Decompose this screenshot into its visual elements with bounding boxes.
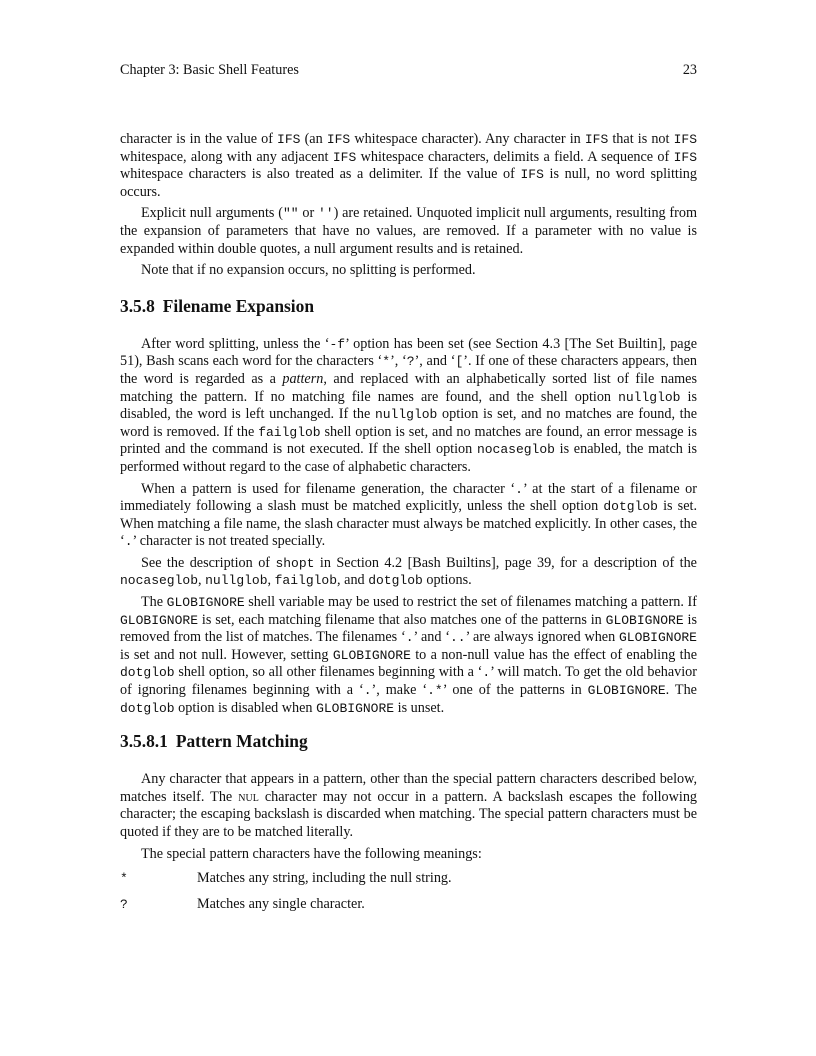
definition-term: ? [120, 896, 128, 912]
definition-description: Matches any single character. [197, 895, 365, 912]
definition-item [120, 896, 697, 914]
pattern-definition-list [120, 870, 697, 913]
definition-term: * [120, 871, 128, 887]
paragraph-pattern-intro: Any character that appears in a pattern, other than the special pattern characters described below, matches itself. The nul character may not occur in a pattern. A backslash escapes the following character; the escaping backslash is discarded when matching. The special pattern characters must be quoted if they are to be matched literally. [120, 771, 698, 840]
paragraph-special-chars-intro: The special pattern characters have the following meanings: [141, 845, 482, 862]
definition-item [120, 870, 697, 888]
paragraph-shopt-reference: See the description of shopt in Section 4.2 [Bash Builtins], page 39, for a description of the nocaseglob, nullglob, failglob, and dotglob options. [120, 554, 697, 589]
definition-description: Matches any string, including the null string. [197, 870, 452, 887]
paragraph-null-arguments: Explicit null arguments ("" or '') are retained. Unquoted implicit null arguments, resulting from the expansion of parameters that have no values, are removed. If a parameter with no value is expanded within double quotes, a null argument results and is retained. [120, 205, 698, 257]
paragraph-dot-matching: When a pattern is used for filename generation, the character ‘.’ at the start of a filename or immediately following a slash must be matched explicitly, unless the shell option dotglob is set. When matching a file name, the slash character must always be matched explicitly. In other cases, the ‘.’ character is not treated specially. [120, 480, 697, 550]
chapter-title: Chapter 3: Basic Shell Features [120, 62, 299, 78]
paragraph-word-splitting: After word splitting, unless the ‘-f’ option has been set (see Section 4.3 [The Set Builtin], page 51), Bash scans each word for the characters ‘*’, ‘?’, and ‘[’. If one of these characters appears, then the word is regarded as a pattern, and replaced with an alphabetically sorted list of file names matching the pattern. If no matching file names are found, and the shell option nullglob is disabled, the word is left unchanged. If the nullglob option is set, and no matches are found, the word is removed. If the failglob shell option is set, and no matches are found, an error message is printed and the command is not executed. If the shell option nocaseglob is enabled, the match is performed without regard to the case of alphabetic characters. [120, 335, 698, 475]
paragraph-ifs-delimiters: character is in the value of IFS (an IFS whitespace character). Any character in IFS that is not IFS whitespace, along with any adjacent IFS whitespace characters, delimits a field. A sequence of IFS whitespace characters is also treated as a delimiter. If the value of IFS is null, no word splitting occurs. [120, 131, 697, 200]
page-content [120, 131, 697, 921]
paragraph-globignore: The GLOBIGNORE shell variable may be used to restrict the set of filenames matching a pattern. If GLOBIGNORE is set, each matching filename that also matches one of the patterns in GLOBIGNORE is removed from the list of matches. The filenames ‘.’ and ‘..’ are always ignored when GLOBIGNORE is set and not null. However, setting GLOBIGNORE to a non-null value has the effect of enabling the dotglob shell option, so all other filenames beginning with a ‘.’ will match. To get the old behavior of ignoring filenames beginning with a ‘.’, make ‘.*’ one of the patterns in GLOBIGNORE. The dotglob option is disabled when GLOBIGNORE is unset. [120, 594, 697, 716]
section-heading-filename-expansion: 3.5.8 Filename Expansion [120, 295, 315, 316]
subsection-heading-pattern-matching: 3.5.8.1 Pattern Matching [120, 731, 308, 752]
running-header [120, 62, 697, 79]
paragraph-no-splitting: Note that if no expansion occurs, no splitting is performed. [141, 262, 476, 279]
page-number: 23 [682, 62, 697, 78]
